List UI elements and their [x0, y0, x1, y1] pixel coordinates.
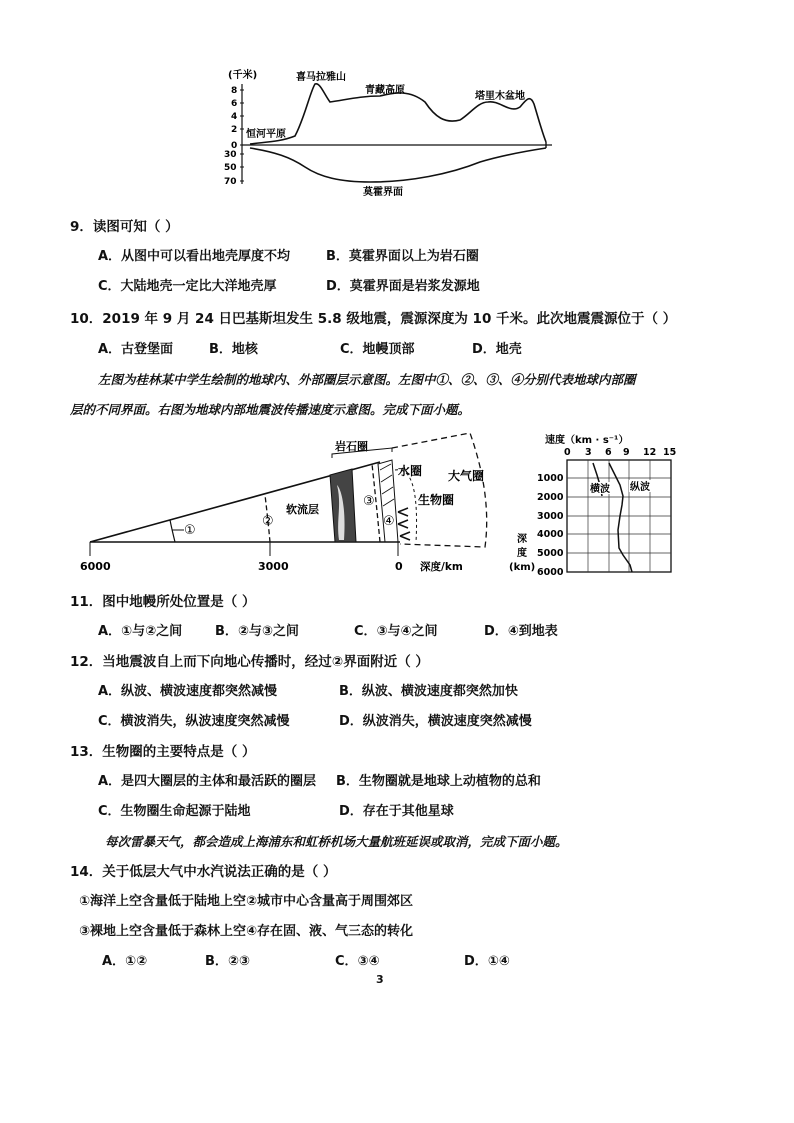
q14-option-a[interactable]: A．①② — [102, 954, 148, 969]
figure1-yticks — [224, 86, 237, 187]
q9-option-d[interactable]: D．莫霍界面是岩浆发源地 — [326, 279, 480, 294]
tibet-label: 青藏高原 — [365, 85, 405, 96]
ytick: 30 — [224, 150, 237, 160]
xtick: 12 — [643, 447, 657, 458]
q14-statement-line2: ③裸地上空含量低于森林上空④存在固、液、气三态的转化 — [79, 924, 414, 939]
q10-option-b[interactable]: B．地核 — [209, 342, 258, 357]
speed-axis-label: 速度（km · s⁻¹） — [545, 435, 629, 446]
ytick: 6000 — [537, 567, 564, 578]
q14-option-d[interactable]: D．①④ — [464, 954, 510, 969]
q13-option-b[interactable]: B．生物圈就是地球上动植物的总和 — [336, 774, 541, 789]
moho-line — [250, 148, 546, 182]
q14-option-c[interactable]: C．③④ — [335, 954, 380, 969]
ytick: 3000 — [537, 511, 564, 522]
page-number: 3 — [376, 973, 384, 986]
x-label-3000: 3000 — [258, 560, 289, 573]
q14-option-b[interactable]: B．②③ — [205, 954, 250, 969]
q13-option-d[interactable]: D．存在于其他星球 — [339, 804, 454, 819]
depth-label-unit: (km) — [509, 562, 536, 573]
ytick: 2 — [231, 125, 238, 135]
ytick: 6 — [231, 99, 238, 109]
boundary-2-label: ② — [262, 514, 274, 529]
biosphere-label: 生物圈 — [418, 493, 455, 507]
ytick: 8 — [231, 86, 238, 96]
himalaya-label: 喜马拉雅山 — [296, 72, 346, 83]
q14-statement-line1: ①海洋上空含量低于陆地上空②城市中心含量高于周围郊区 — [79, 894, 414, 909]
q11-option-b[interactable]: B．②与③之间 — [215, 624, 299, 639]
lithosphere-label: 岩石圈 — [335, 440, 368, 453]
q11-option-c[interactable]: C．③与④之间 — [354, 624, 438, 639]
q13-option-a[interactable]: A．是四大圈层的主体和最活跃的圈层 — [98, 774, 317, 789]
boundary-1-arc — [170, 520, 175, 542]
boundary-3-label: ③ — [363, 494, 375, 509]
depth-label-char1: 深 — [517, 534, 527, 545]
hydrosphere-label: 水圈 — [398, 464, 423, 478]
intro1-line2: 层的不同界面。右图为地球内部地震波传播速度示意图。完成下面小题。 — [70, 402, 471, 417]
q11-option-a[interactable]: A．①与②之间 — [98, 624, 183, 639]
ytick: 0 — [231, 141, 238, 151]
q12-option-a[interactable]: A．纵波、横波速度都突然减慢 — [98, 684, 278, 699]
speed-xticks — [564, 447, 676, 458]
q11-option-d[interactable]: D．④到地表 — [484, 624, 558, 639]
xtick: 0 — [564, 447, 571, 458]
asthenosphere-label: 软流层 — [286, 503, 319, 516]
xtick: 15 — [663, 447, 677, 458]
earth-spheres-figure — [80, 430, 500, 580]
q13-option-c[interactable]: C．生物圈生命起源于陆地 — [98, 804, 251, 819]
crust-profile-figure — [220, 62, 560, 197]
ytick: 50 — [224, 163, 237, 173]
xtick: 3 — [585, 447, 592, 458]
q10-stem: 10．2019 年 9 月 24 日巴基斯坦发生 5.8 级地震，震源深度为 10 千米。此次地震震源位于（ ） — [70, 311, 677, 327]
depth-yticks — [537, 473, 564, 578]
ytick: 2000 — [537, 492, 564, 503]
xtick: 9 — [623, 447, 630, 458]
q9-stem: 9．读图可知（ ） — [70, 219, 179, 235]
q12-option-d[interactable]: D．纵波消失，横波速度突然减慢 — [339, 714, 532, 729]
depth-label-char2: 度 — [517, 548, 527, 559]
q9-option-b[interactable]: B．莫霍界面以上为岩石圈 — [326, 249, 479, 264]
figure1-unit: (千米) — [228, 70, 258, 81]
ytick: 4 — [231, 112, 238, 122]
p-wave-curve — [609, 463, 632, 572]
ytick: 1000 — [537, 473, 564, 484]
tarim-label: 塔里木盆地 — [475, 91, 525, 102]
ytick: 70 — [224, 177, 237, 187]
q12-option-b[interactable]: B．纵波、横波速度都突然加快 — [339, 684, 518, 699]
x-label-0: 0 — [395, 560, 403, 573]
q14-stem: 14．关于低层大气中水汽说法正确的是（ ） — [70, 864, 337, 880]
depth-axis-label: 深度/km — [420, 561, 463, 573]
q9-option-c[interactable]: C．大陆地壳一定比大洋地壳厚 — [98, 279, 277, 294]
q9-option-a[interactable]: A．从图中可以看出地壳厚度不均 — [98, 249, 291, 264]
intro1-line1: 左图为桂林某中学生绘制的地球内、外部圈层示意图。左图中①、②、③、④分别代表地球内部圈 — [98, 372, 636, 387]
ganges-label: 恒河平原 — [246, 129, 286, 140]
boundary-1-label: ① — [184, 523, 196, 538]
atmosphere-label: 大气圈 — [448, 469, 485, 483]
s-wave-label: 横波 — [590, 484, 610, 495]
seismic-speed-figure — [505, 430, 695, 582]
ytick: 5000 — [537, 548, 564, 559]
intro2-text: 每次雷暴天气，都会造成上海浦东和虹桥机场大量航班延误或取消，完成下面小题。 — [105, 834, 568, 849]
q10-option-d[interactable]: D．地壳 — [472, 342, 522, 357]
x-label-6000: 6000 — [80, 560, 111, 573]
q10-option-c[interactable]: C．地幔顶部 — [340, 342, 415, 357]
xtick: 6 — [605, 447, 612, 458]
q11-stem: 11．图中地幔所处位置是（ ） — [70, 594, 256, 610]
p-wave-label: 纵波 — [630, 482, 650, 493]
q12-stem: 12．当地震波自上而下向地心传播时，经过②界面附近（ ） — [70, 654, 429, 670]
q13-stem: 13．生物圈的主要特点是（ ） — [70, 744, 256, 760]
q10-option-a[interactable]: A．古登堡面 — [98, 342, 174, 357]
boundary-4-label: ④ — [383, 514, 395, 529]
q12-option-c[interactable]: C．横波消失，纵波速度突然减慢 — [98, 714, 290, 729]
moho-label: 莫霍界面 — [363, 187, 403, 197]
ytick: 4000 — [537, 529, 564, 540]
